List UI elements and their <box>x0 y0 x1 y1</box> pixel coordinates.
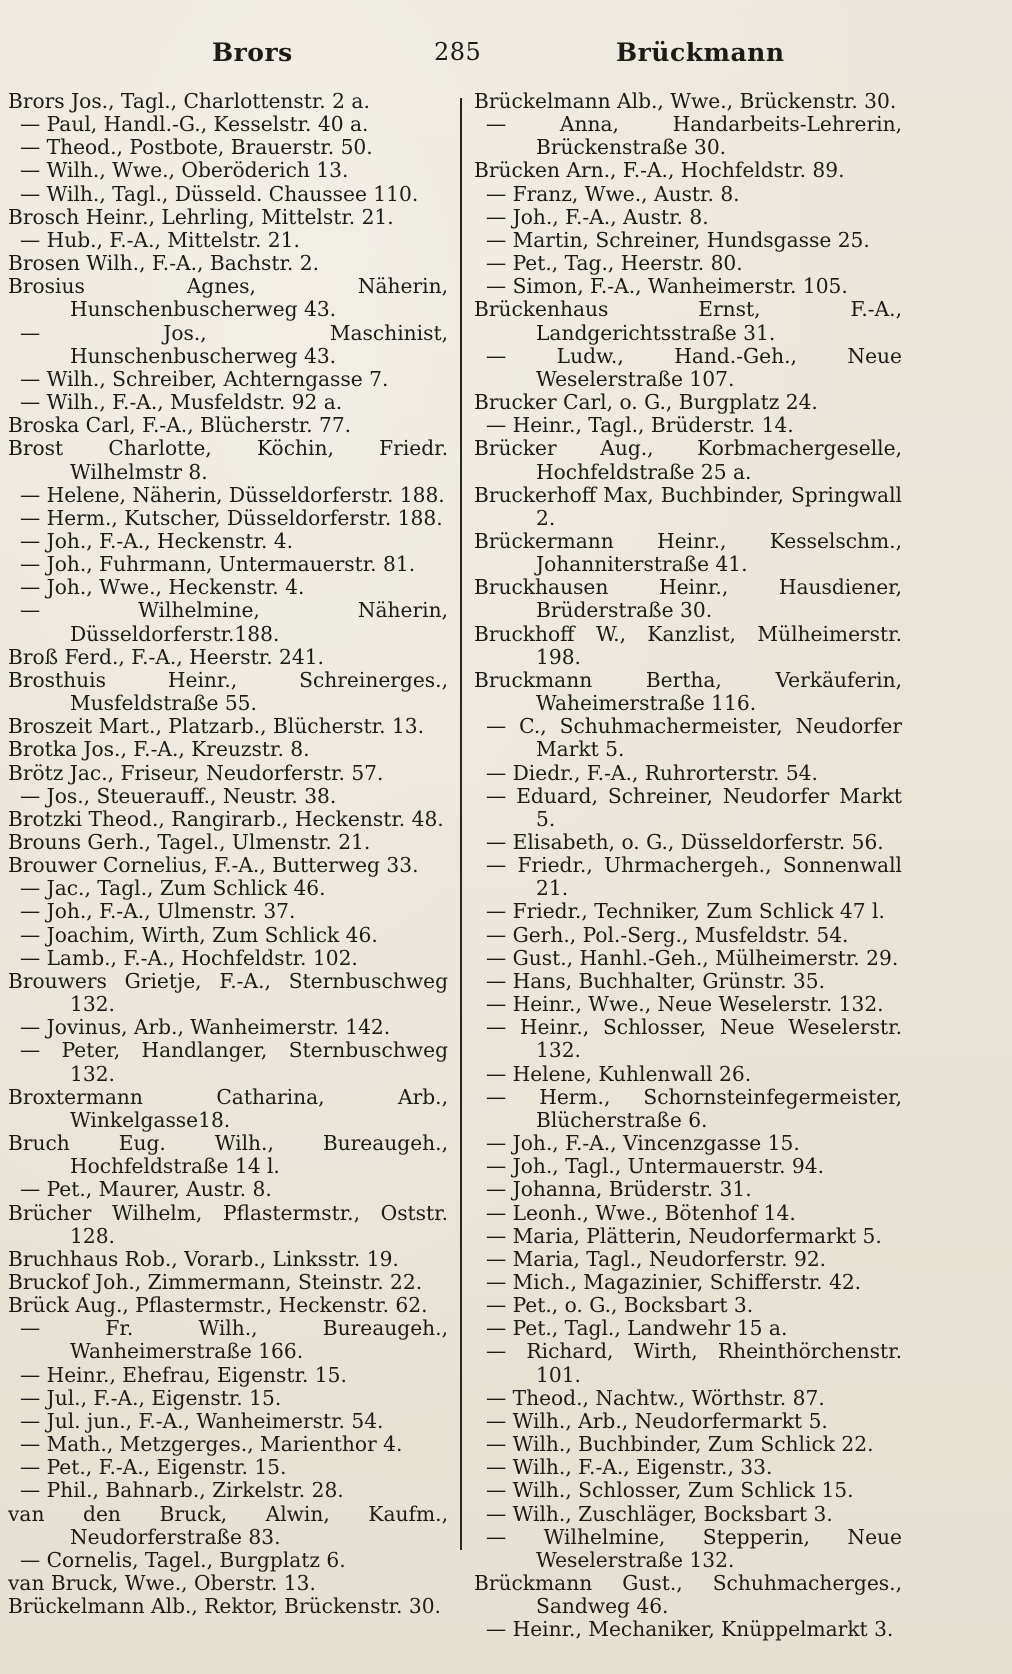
directory-entry: — Joh., F.-A., Heckenstr. 4. <box>20 528 294 553</box>
directory-entry: — Cornelis, Tagel., Burgplatz 6. <box>20 1547 346 1572</box>
left-column <box>8 90 448 1618</box>
page-number: 285 <box>434 38 482 66</box>
directory-entry: — Simon, F.-A., Wanheimerstr. 105. <box>486 274 848 299</box>
directory-entry: — Herm., Schornsteinfegermeister, Blücherstraße 6. <box>486 1084 902 1132</box>
directory-entry: — Wilh., Tagl., Düsseld. Chaussee 110. <box>20 181 419 206</box>
directory-entry: Brosthuis Heinr., Schreinerges., Musfeldstraße 55. <box>8 667 448 716</box>
directory-entry: — Peter, Handlanger, Sternbuschweg 132. <box>20 1038 448 1086</box>
directory-entry: van den Bruck, Alwin, Kaufm., Neudorferstraße 83. <box>8 1501 448 1549</box>
directory-entry: — C., Schuhmachermeister, Neudorfer Markt 5. <box>486 714 902 762</box>
directory-entry: Brors Jos., Tagl., Charlottenstr. 2 a. <box>8 89 370 113</box>
directory-entry: Broß Ferd., F.-A., Heerstr. 241. <box>8 644 324 669</box>
directory-entry: — Helene, Näherin, Düsseldorferstr. 188. <box>20 482 445 507</box>
directory-entry: — Lamb., F.-A., Hochfeldstr. 102. <box>20 945 358 970</box>
directory-entry: — Diedr., F.-A., Ruhrorterstr. 54. <box>486 760 818 785</box>
directory-entry: Bruckmann Bertha, Verkäuferin, Waheimerstraße 116. <box>474 667 902 716</box>
directory-entry: Brost Charlotte, Köchin, Friedr. Wilhelmstr 8. <box>8 436 448 484</box>
directory-entry: Brücher Wilhelm, Pflastermstr., Oststr. 128. <box>8 1200 448 1248</box>
directory-entry: — Pet., Maurer, Austr. 8. <box>20 1177 272 1202</box>
directory-entry: — Phil., Bahnarb., Zirkelstr. 28. <box>20 1478 344 1503</box>
directory-entry: — Hans, Buchhalter, Grünstr. 35. <box>486 968 826 993</box>
directory-entry: — Jul., F.-A., Eigenstr. 15. <box>20 1385 282 1410</box>
directory-entry: — Johanna, Brüderstr. 31. <box>486 1177 752 1202</box>
directory-entry: — Franz, Wwe., Austr. 8. <box>486 181 740 206</box>
directory-entry: — Wilhelmine, Näherin, Düsseldorferstr.188. <box>20 598 448 646</box>
directory-entry: Brucker Carl, o. G., Burgplatz 24. <box>474 390 818 415</box>
directory-entry: — Math., Metzgerges., Marienthor 4. <box>20 1432 403 1457</box>
directory-entry: — Theod., Nachtw., Wörthstr. 87. <box>486 1385 825 1410</box>
directory-entry: — Wilh., Wwe., Oberöderich 13. <box>20 158 349 183</box>
directory-entry: Bruchhaus Rob., Vorarb., Linksstr. 19. <box>8 1246 399 1271</box>
directory-entry: — Heinr., Schlosser, Neue Weselerstr. 132. <box>486 1015 902 1063</box>
directory-entry: — Wilh., Schreiber, Achterngasse 7. <box>20 366 389 391</box>
header-first-name: Brors <box>212 38 293 67</box>
directory-entry: — Pet., Tagl., Landwehr 15 a. <box>486 1316 788 1341</box>
directory-entry: — Herm., Kutscher, Düsseldorferstr. 188. <box>20 505 443 530</box>
directory-entry: — Ludw., Hand.-Geh., Neue Weselerstraße 107. <box>486 343 902 391</box>
directory-entry: — Helene, Kuhlenwall 26. <box>486 1061 752 1086</box>
directory-entry: — Joh., Tagl., Untermauerstr. 94. <box>486 1154 825 1179</box>
page-header <box>0 38 1012 78</box>
directory-entry: — Wilh., Zuschläger, Bocksbart 3. <box>486 1501 833 1526</box>
column-divider <box>460 98 462 1550</box>
directory-entry: — Pet., o. G., Bocksbart 3. <box>486 1293 754 1318</box>
directory-entry: — Gerh., Pol.-Serg., Musfeldstr. 54. <box>486 922 849 947</box>
directory-entry: — Eduard, Schreiner, Neudorfer Markt 5. <box>486 783 902 831</box>
directory-entry: — Wilh., Arb., Neudorfermarkt 5. <box>486 1408 828 1433</box>
directory-entry: — Leonh., Wwe., Bötenhof 14. <box>486 1200 796 1225</box>
directory-entry: — Jac., Tagl., Zum Schlick 46. <box>20 876 326 901</box>
directory-entry: Brosen Wilh., F.-A., Bachstr. 2. <box>8 251 320 276</box>
directory-entry: — Heinr., Tagl., Brüderstr. 14. <box>486 413 794 438</box>
directory-entry: — Joh., Wwe., Heckenstr. 4. <box>20 575 305 600</box>
directory-entry: Bruckhoff W., Kanzlist, Mülheimerstr. 198. <box>474 621 902 669</box>
directory-entry: Brouwer Cornelius, F.-A., Butterweg 33. <box>8 853 419 878</box>
directory-entry: — Fr. Wilh., Bureaugeh., Wanheimerstraße 166. <box>20 1316 448 1364</box>
directory-entry: — Joh., F.-A., Ulmenstr. 37. <box>20 899 296 924</box>
directory-entry: Brotzki Theod., Rangirarb., Heckenstr. 48. <box>8 806 444 831</box>
directory-entry: Bruckerhoff Max, Buchbinder, Springwall 2. <box>474 482 902 530</box>
directory-entry: — Martin, Schreiner, Hundsgasse 25. <box>486 227 870 252</box>
directory-entry: — Heinr., Mechaniker, Knüppelmarkt 3. <box>486 1617 894 1642</box>
directory-entry: — Jovinus, Arb., Wanheimerstr. 142. <box>20 1015 391 1040</box>
directory-entry: — Joachim, Wirth, Zum Schlick 46. <box>20 922 378 947</box>
directory-entry: Brück Aug., Pflastermstr., Heckenstr. 62. <box>8 1293 428 1318</box>
directory-entry: — Richard, Wirth, Rheinthörchenstr. 101. <box>486 1339 902 1387</box>
directory-entry: Bruckhausen Heinr., Hausdiener, Brüderstraße 30. <box>474 575 902 623</box>
directory-entry: Broxtermann Catharina, Arb., Winkelgasse18. <box>8 1084 448 1132</box>
directory-entry: Brücken Arn., F.-A., Hochfeldstr. 89. <box>474 158 845 183</box>
directory-entry: — Joh., Fuhrmann, Untermauerstr. 81. <box>20 552 416 577</box>
directory-entry: — Joh., F.-A., Vincenzgasse 15. <box>486 1131 800 1156</box>
directory-entry: Bruckof Joh., Zimmermann, Steinstr. 22. <box>8 1269 423 1294</box>
directory-entry: — Maria, Plätterin, Neudorfermarkt 5. <box>486 1223 882 1248</box>
directory-entry: — Jul. jun., F.-A., Wanheimerstr. 54. <box>20 1408 384 1433</box>
directory-entry: — Mich., Magazinier, Schifferstr. 42. <box>486 1269 862 1294</box>
directory-entry: — Paul, Handl.-G., Kesselstr. 40 a. <box>20 112 369 137</box>
directory-entry: — Pet., Tag., Heerstr. 80. <box>486 251 743 276</box>
directory-entry: Brötz Jac., Friseur, Neudorferstr. 57. <box>8 760 384 785</box>
directory-entry: — Friedr., Uhrmachergeh., Sonnenwall 21. <box>486 853 902 901</box>
directory-entry: — Hub., F.-A., Mittelstr. 21. <box>20 227 300 252</box>
directory-entry: Brücker Aug., Korbmachergeselle, Hochfeldstraße 25 a. <box>474 436 902 484</box>
directory-entry: — Heinr., Ehefrau, Eigenstr. 15. <box>20 1362 347 1387</box>
directory-entry: Brosius Agnes, Näherin, Hunschenbuscherweg 43. <box>8 274 448 322</box>
directory-entry: Broska Carl, F.-A., Blücherstr. 77. <box>8 413 352 438</box>
directory-entry: Bruch Eug. Wilh., Bureaugeh., Hochfeldstraße 14 l. <box>8 1131 448 1179</box>
directory-entry: — Joh., F.-A., Austr. 8. <box>486 204 709 229</box>
directory-entry: — Gust., Hanhl.-Geh., Mülheimerstr. 29. <box>486 945 899 970</box>
directory-entry: Brouwers Grietje, F.-A., Sternbuschweg 132. <box>8 968 448 1017</box>
directory-entry: — Jos., Steuerauff., Neustr. 38. <box>20 783 337 808</box>
directory-entry: Brückenhaus Ernst, F.-A., Landgerichtsstraße 31. <box>474 297 902 345</box>
directory-entry: Brückelmann Alb., Wwe., Brückenstr. 30. <box>474 89 897 113</box>
directory-entry: Brotka Jos., F.-A., Kreuzstr. 8. <box>8 737 310 762</box>
directory-entry: — Wilh., Schlosser, Zum Schlick 15. <box>486 1478 854 1503</box>
directory-entry: — Elisabeth, o. G., Düsseldorferstr. 56. <box>486 830 884 854</box>
directory-entry: — Maria, Tagl., Neudorferstr. 92. <box>486 1246 827 1271</box>
directory-entry: Brosch Heinr., Lehrling, Mittelstr. 21. <box>8 204 394 229</box>
directory-entry: — Anna, Handarbeits-Lehrerin, Brückenstraße 30. <box>486 112 902 160</box>
directory-entry: — Wilh., F.-A., Musfeldstr. 92 a. <box>20 390 343 415</box>
directory-entry: Brückelmann Alb., Rektor, Brückenstr. 30. <box>8 1594 441 1619</box>
right-column <box>474 90 902 1641</box>
directory-entry: — Heinr., Wwe., Neue Weselerstr. 132. <box>486 992 884 1017</box>
directory-entry: — Pet., F.-A., Eigenstr. 15. <box>20 1455 287 1480</box>
directory-entry: van Bruck, Wwe., Oberstr. 13. <box>8 1571 316 1595</box>
directory-entry: — Wilhelmine, Stepperin, Neue Weselerstraße 132. <box>486 1524 902 1572</box>
directory-entry: Brouns Gerh., Tagel., Ulmenstr. 21. <box>8 830 371 854</box>
header-last-name: Brückmann <box>616 38 785 67</box>
directory-entry: — Wilh., Buchbinder, Zum Schlick 22. <box>486 1432 874 1457</box>
directory-entry: — Friedr., Techniker, Zum Schlick 47 l. <box>486 899 885 924</box>
directory-entry: Brückermann Heinr., Kesselschm., Johanniterstraße 41. <box>474 528 902 577</box>
directory-entry: — Theod., Postbote, Brauerstr. 50. <box>20 135 373 160</box>
directory-entry: — Jos., Maschinist, Hunschenbuscherweg 43. <box>20 320 448 368</box>
directory-entry: — Wilh., F.-A., Eigenstr., 33. <box>486 1455 773 1480</box>
directory-entry: Broszeit Mart., Platzarb., Blücherstr. 13. <box>8 714 425 739</box>
directory-entry: Brückmann Gust., Schuhmacherges., Sandweg 46. <box>474 1571 902 1619</box>
